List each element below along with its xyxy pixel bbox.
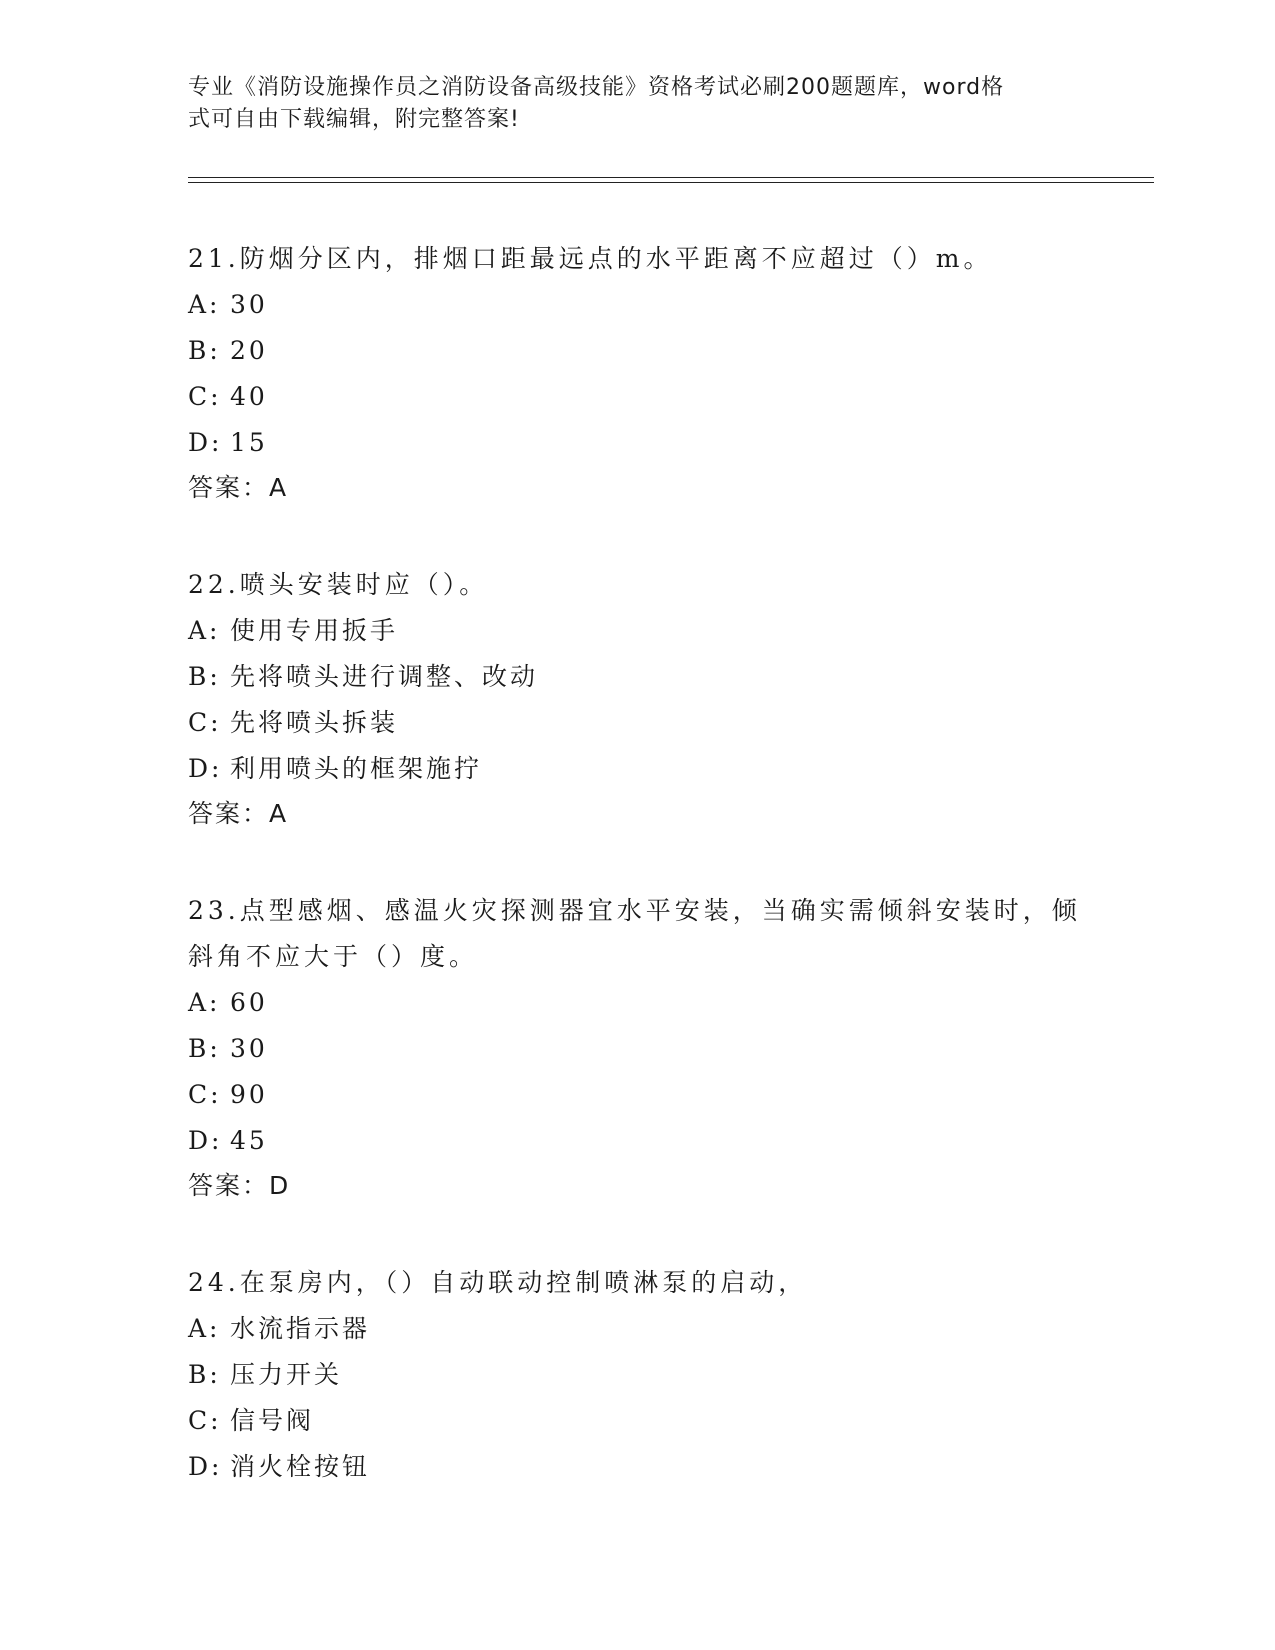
option-text: 压力开关 bbox=[230, 1360, 343, 1389]
option-letter: B: bbox=[188, 1360, 221, 1389]
option-c bbox=[188, 700, 1088, 746]
question-23 bbox=[188, 888, 1088, 1208]
option-text: 水流指示器 bbox=[230, 1314, 371, 1343]
option-b bbox=[188, 1352, 1088, 1398]
option-letter: A: bbox=[188, 290, 221, 319]
answer-label: 答案：D bbox=[188, 1171, 291, 1200]
option-letter: C: bbox=[188, 1080, 222, 1109]
option-text: 45 bbox=[230, 1126, 268, 1155]
header-divider-top bbox=[188, 177, 1154, 178]
option-b bbox=[188, 654, 1088, 700]
option-text: 消火栓按钮 bbox=[230, 1452, 371, 1481]
option-a bbox=[188, 1306, 1088, 1352]
option-text: 15 bbox=[230, 428, 268, 457]
question-stem: 23.点型感烟、感温火灾探测器宜水平安装，当确实需倾斜安装时，倾斜角不应大于（）度。 bbox=[188, 896, 1081, 971]
option-letter: A: bbox=[188, 1314, 221, 1343]
option-d bbox=[188, 1118, 1088, 1164]
question-stem: 22.喷头安装时应（）。 bbox=[188, 570, 489, 599]
option-letter: B: bbox=[188, 1034, 221, 1063]
question-list bbox=[188, 236, 1088, 1542]
option-b bbox=[188, 1026, 1088, 1072]
question-24 bbox=[188, 1260, 1088, 1490]
option-letter: C: bbox=[188, 708, 222, 737]
option-letter: A: bbox=[188, 616, 221, 645]
option-letter: A: bbox=[188, 988, 221, 1017]
option-a bbox=[188, 282, 1088, 328]
option-text: 信号阀 bbox=[230, 1406, 315, 1435]
document-header bbox=[188, 72, 1088, 136]
option-letter: D: bbox=[188, 1452, 223, 1481]
option-text: 利用喷头的框架施拧 bbox=[230, 754, 483, 783]
question-stem: 21.防烟分区内，排烟口距最远点的水平距离不应超过（）m。 bbox=[188, 244, 993, 273]
answer-label: 答案：A bbox=[188, 799, 289, 828]
header-divider-bottom bbox=[188, 182, 1154, 183]
option-letter: D: bbox=[188, 1126, 223, 1155]
option-letter: B: bbox=[188, 336, 221, 365]
question-stem: 24.在泵房内，（）自动联动控制喷淋泵的启动， bbox=[188, 1268, 808, 1297]
option-letter: C: bbox=[188, 1406, 222, 1435]
option-text: 40 bbox=[230, 382, 268, 411]
option-letter: B: bbox=[188, 662, 221, 691]
header-line-1: 专业《消防设施操作员之消防设备高级技能》资格考试必刷200题题库，word格 bbox=[188, 75, 1005, 100]
option-b bbox=[188, 328, 1088, 374]
option-d bbox=[188, 420, 1088, 466]
option-text: 先将喷头拆装 bbox=[230, 708, 399, 737]
option-text: 30 bbox=[230, 1034, 268, 1063]
option-text: 60 bbox=[230, 988, 268, 1017]
option-text: 先将喷头进行调整、改动 bbox=[230, 662, 539, 691]
option-text: 使用专用扳手 bbox=[230, 616, 399, 645]
option-c bbox=[188, 1072, 1088, 1118]
option-d bbox=[188, 746, 1088, 792]
option-a bbox=[188, 980, 1088, 1026]
option-text: 20 bbox=[230, 336, 268, 365]
option-letter: D: bbox=[188, 754, 223, 783]
option-d bbox=[188, 1444, 1088, 1490]
question-22 bbox=[188, 562, 1088, 836]
option-text: 30 bbox=[230, 290, 268, 319]
option-letter: D: bbox=[188, 428, 223, 457]
option-text: 90 bbox=[230, 1080, 268, 1109]
option-c bbox=[188, 1398, 1088, 1444]
answer-label: 答案：A bbox=[188, 473, 289, 502]
option-c bbox=[188, 374, 1088, 420]
option-a bbox=[188, 608, 1088, 654]
option-letter: C: bbox=[188, 382, 222, 411]
header-line-2: 式可自由下载编辑，附完整答案! bbox=[188, 107, 520, 132]
question-21 bbox=[188, 236, 1088, 510]
